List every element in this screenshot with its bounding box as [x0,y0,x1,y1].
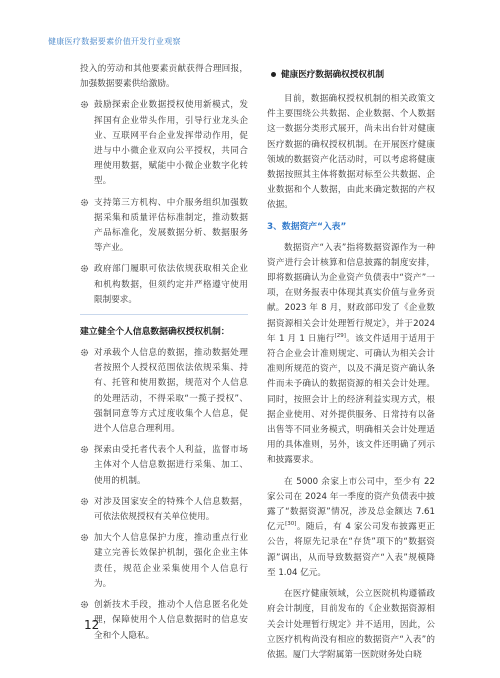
section-heading: 建立健全个人信息数据确权授权机制： [80,327,230,338]
body-paragraph [267,241,435,469]
bullet-dot-icon [271,72,276,77]
section-divider [80,314,248,315]
left-column [80,62,248,650]
body-paragraph [267,475,435,581]
page-number: 12 [84,618,100,632]
gear-bullet-icon [80,445,89,454]
list-item-text: 创新技术手段，推动个人信息匿名化处理，保障使用个人信息数据时的信息安全和个人隐私。 [94,600,248,641]
citation-ref[interactable]: [30] [285,521,297,528]
paragraph-text: 在 5000 余家上市公司中，至少有 22 家公司在 2024 年一季度的资产负债表中披露了“数据资源”情况，涉及总金额达 7.61亿元 [267,476,435,533]
list-item [80,443,248,489]
right-column [267,62,435,669]
list-item-text: 政府部门履职可依法依规获取相关企业和机构数据，但须约定并严格遵守使用限制要求。 [94,264,248,305]
paragraph-text: 。随后，有 4 家公司发布披露更正公告，将原先记录在“存货”项下的“数据资源”调出，从而导致数据资产“入表”规模降至 1.04 亿元。 [267,522,435,578]
list-item-text: 鼓励探索企业数据授权使用新模式，发挥国有企业带头作用，引导行业龙头企业、互联网平台企业发挥带动作用，促进与中小微企业双向公平授权，共同合理使用数据，赋能中小微企业数字化转型。 [94,100,248,187]
gear-bullet-icon [80,497,89,506]
enterprise-bullet-list [80,98,248,308]
list-item-text: 探索由受托者代表个人利益，监督市场主体对个人信息数据进行采集、加工、使用的机制。 [94,445,248,486]
list-item [80,495,248,525]
list-item-text: 对承载个人信息的数据，推动数据处理者按照个人授权范围依法依规采集、持有、托管和使用数据，规范对个人信息的处理活动，不得采取“一揽子授权”、强制同意等方式过度收集个人信息，促进个人信息合理利用。 [94,348,248,435]
body-paragraph: 目前，数据确权授权机制的相关政策文件主要围绕公共数据、企业数据、个人数据这一数据分类形式展开，尚未出台针对健康医疗数据的确权授权机制。在开展医疗健康领域的数据资产化活动时，可以考虑将健康数据按照其主体将数据对标至公共数据、企业数据和个人数据，由此来确定数据的产权依据。 [267,94,435,211]
list-item-text: 对涉及国家安全的特殊个人信息数据，可依法依规授权有关单位使用。 [94,496,248,523]
paragraph-text: 数据资产“入表”指将数据资源作为一种资产进行会计核算和信息披露的制度安排，即将数据确认为企业资产负债表中“资产”一项，在财务报表中体现其真实价值与业务贡献。2023 年 8 月，财政部印发了《企业数据资源相关会计处理暂行规定》，并于2024 年 1 月 1 日施行 [267,242,435,344]
list-item [80,262,248,308]
list-item [80,598,248,644]
body-paragraph: 在医疗健康领域，公立医院机构遵循政府会计制度，目前发布的《企业数据资源相关会计处理暂行规定》并不适用，因此，公立医疗机构尚没有相应的数据资产“入表”的依据。厦门大学附属第一医院财务处白晓 [267,589,435,660]
personal-info-bullet-list [80,346,248,644]
paragraph-text: 。该文件适用于适用于符合企业会计准则规定、可确认为相关会计准则所规范的资产，以及不满足资产确认条件而未予确认的数据资源的相关会计处理。同时，按照会计上的经济利益实现方式，根据企业使用、对外提供服务、日常持有以备出售等不同业务模式，明确相关会计处理适用的具体准则，另外，该文件还明确了列示和披露要求。 [267,333,435,466]
list-item [80,196,248,257]
gear-bullet-icon [80,600,89,609]
subsection-heading-text: 健康医疗数据确权授权机制 [281,70,385,80]
section-3-heading: 3、数据资产“入表” [267,221,347,232]
subsection-heading [267,68,435,82]
list-item [80,98,248,189]
gear-bullet-icon [80,264,89,273]
intro-paragraph: 投入的劳动和其他要素贡献获得合理回报，加强数据要素供给激励。 [80,64,248,90]
citation-ref[interactable]: [29] [334,332,346,339]
list-item [80,346,248,437]
list-item-text: 支持第三方机构、中介服务组织加强数据采集和质量评估标准制定，推动数据产品标准化，发展数据分析、数据服务等产业。 [94,197,248,254]
list-item [80,531,248,592]
gear-bullet-icon [80,533,89,542]
gear-bullet-icon [80,198,89,207]
gear-bullet-icon [80,100,89,109]
gear-bullet-icon [80,348,89,357]
running-header: 健康医疗数据要素价值开发行业观察 [48,37,181,46]
list-item-text: 加大个人信息保护力度，推动重点行业建立完善长效保护机制，强化企业主体责任，规范企业采集使用个人信息行为。 [94,533,248,589]
